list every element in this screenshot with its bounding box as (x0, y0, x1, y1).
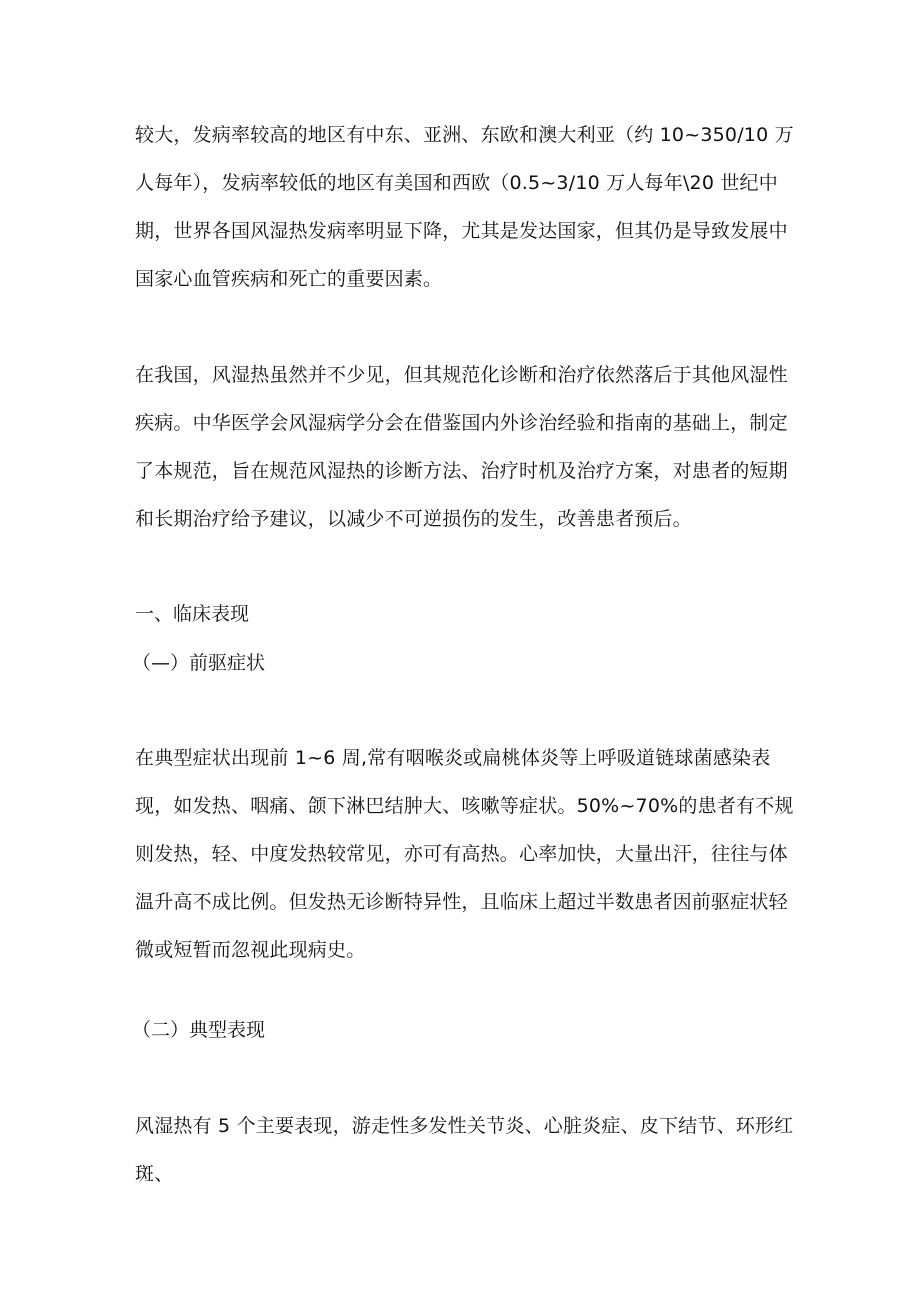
paragraph-prodromal-symptoms: 在典型症状出现前 1~6 周,常有咽喉炎或扁桃体炎等上呼吸道链球菌感染表现，如发热、咽痛、颌下淋巴结肿大、咳嗽等症状。50%~70%的患者有不规则发热，轻、中度发热较常见，亦可有高热。心率加快，大量出汗，往往与体温升高不成比例。但发热无诊断特异性，且临床上超过半数患者因前驱症状轻微或短暂而忽视此现病史。 (135, 747, 794, 961)
paragraph-purpose: 在我国，风湿热虽然并不少见，但其规范化诊断和治疗依然落后于其他风湿性疾病。中华医学会风湿病学分会在借鉴国内外诊治经验和指南的基础上，制定了本规范，旨在规范风湿热的诊断方法、治疗时机及治疗方案，对患者的短期和长期治疗给予建议，以减少不可逆损伤的发生，改善患者预后。 (135, 364, 788, 530)
section-heading-clinical-manifestations: 一、临床表现 (135, 603, 250, 625)
subsection-heading-prodromal-symptoms: （—）前驱症状 (132, 652, 266, 674)
subsection-heading-typical-manifestations: （二）典型表现 (132, 1019, 266, 1041)
paragraph-typical-manifestations: 风湿热有 5 个主要表现，游走性多发性关节炎、心脏炎症、皮下结节、环形红斑、 (135, 1115, 794, 1185)
paragraph-epidemiology: 较大，发病率较高的地区有中东、亚洲、东欧和澳大利亚（约 10~350/10 万人每年），发病率较低的地区有美国和西欧（0.5~3/10 万人每年\20 世纪中期，世界各国风湿热发病率明显下降，尤其是发达国家，但其仍是导致发展中国家心血管疾病和死亡的重要因素。 (135, 124, 794, 290)
